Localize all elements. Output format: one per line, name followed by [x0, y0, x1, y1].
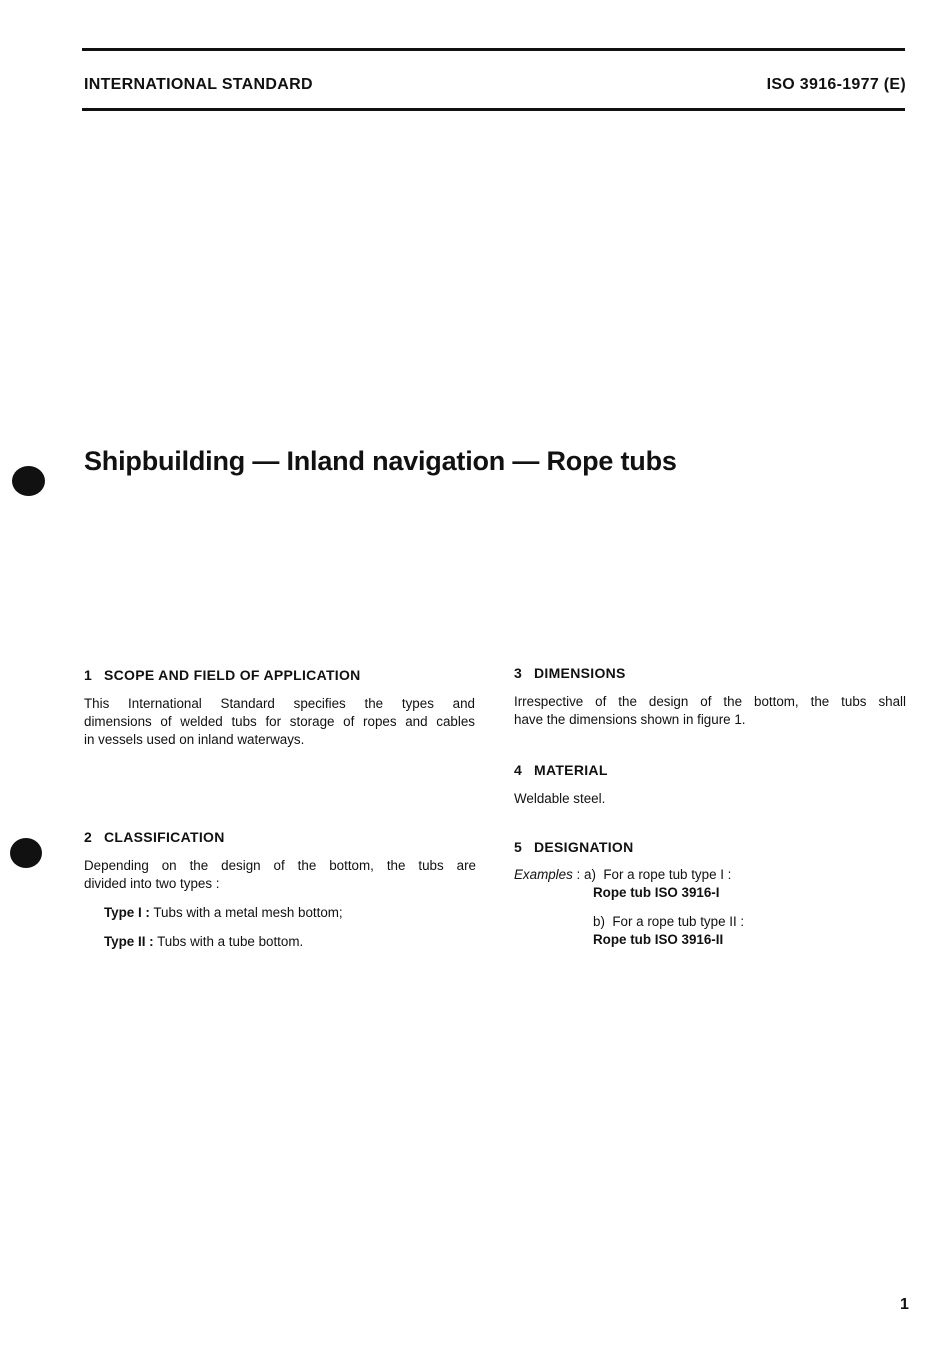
type-label: Type I : — [104, 905, 150, 920]
paragraph-line: in vessels used on inland waterways. — [84, 732, 305, 747]
header-bottom-rule — [82, 108, 905, 111]
paragraph-line: dimensions of welded tubs for storage of ropes and cables — [84, 714, 475, 729]
section-title: MATERIAL — [534, 762, 608, 778]
paragraph-line: Irrespective of the design of the bottom, the tubs shall — [514, 694, 906, 709]
examples-label: Examples — [514, 867, 573, 882]
paragraph-line: Depending on the design of the bottom, the tubs are — [84, 858, 476, 873]
section-number: 3 — [514, 665, 523, 681]
section-number: 2 — [84, 829, 93, 845]
section-4-paragraph: Weldable steel. — [514, 791, 606, 806]
section-1-heading — [84, 667, 361, 683]
section-number: 4 — [514, 762, 523, 778]
designation-example-b — [593, 914, 744, 929]
example-marker: a) — [584, 867, 596, 882]
section-3-paragraph — [514, 693, 906, 729]
section-title: DESIGNATION — [534, 839, 634, 855]
designation-example-a — [514, 867, 731, 882]
section-title: DIMENSIONS — [534, 665, 626, 681]
type-description: Tubs with a metal mesh bottom; — [153, 905, 343, 920]
paragraph-line: divided into two types : — [84, 876, 220, 891]
example-text: For a rope tub type I : — [603, 867, 732, 882]
paragraph-line: have the dimensions shown in figure 1. — [514, 712, 746, 727]
type-description: Tubs with a tube bottom. — [157, 934, 304, 949]
section-1-paragraph — [84, 695, 475, 749]
document-type-label: INTERNATIONAL STANDARD — [84, 76, 313, 93]
section-number: 5 — [514, 839, 523, 855]
type-i-definition — [104, 905, 343, 920]
section-5-heading — [514, 839, 634, 855]
example-text: For a rope tub type II : — [612, 914, 745, 929]
document-title: Shipbuilding — Inland navigation — Rope tubs — [84, 446, 677, 476]
type-label: Type II : — [104, 934, 154, 949]
example-marker: b) — [593, 914, 605, 929]
section-4-heading — [514, 762, 608, 778]
header-top-rule — [82, 48, 905, 51]
section-title: SCOPE AND FIELD OF APPLICATION — [104, 667, 361, 683]
section-number: 1 — [84, 667, 93, 683]
section-title: CLASSIFICATION — [104, 829, 225, 845]
page-number: 1 — [900, 1296, 909, 1313]
section-3-heading — [514, 665, 626, 681]
example-designation: Rope tub ISO 3916-II — [593, 932, 724, 947]
section-2-paragraph — [84, 857, 476, 893]
standard-number-label: ISO 3916-1977 (E) — [766, 76, 906, 93]
punch-hole-mark — [10, 838, 42, 868]
examples-separator: : — [576, 867, 581, 882]
type-ii-definition — [104, 934, 303, 949]
punch-hole-mark — [12, 466, 45, 496]
paragraph-line: This International Standard specifies the types and — [84, 696, 475, 711]
example-designation: Rope tub ISO 3916-I — [593, 885, 720, 900]
section-2-heading — [84, 829, 225, 845]
